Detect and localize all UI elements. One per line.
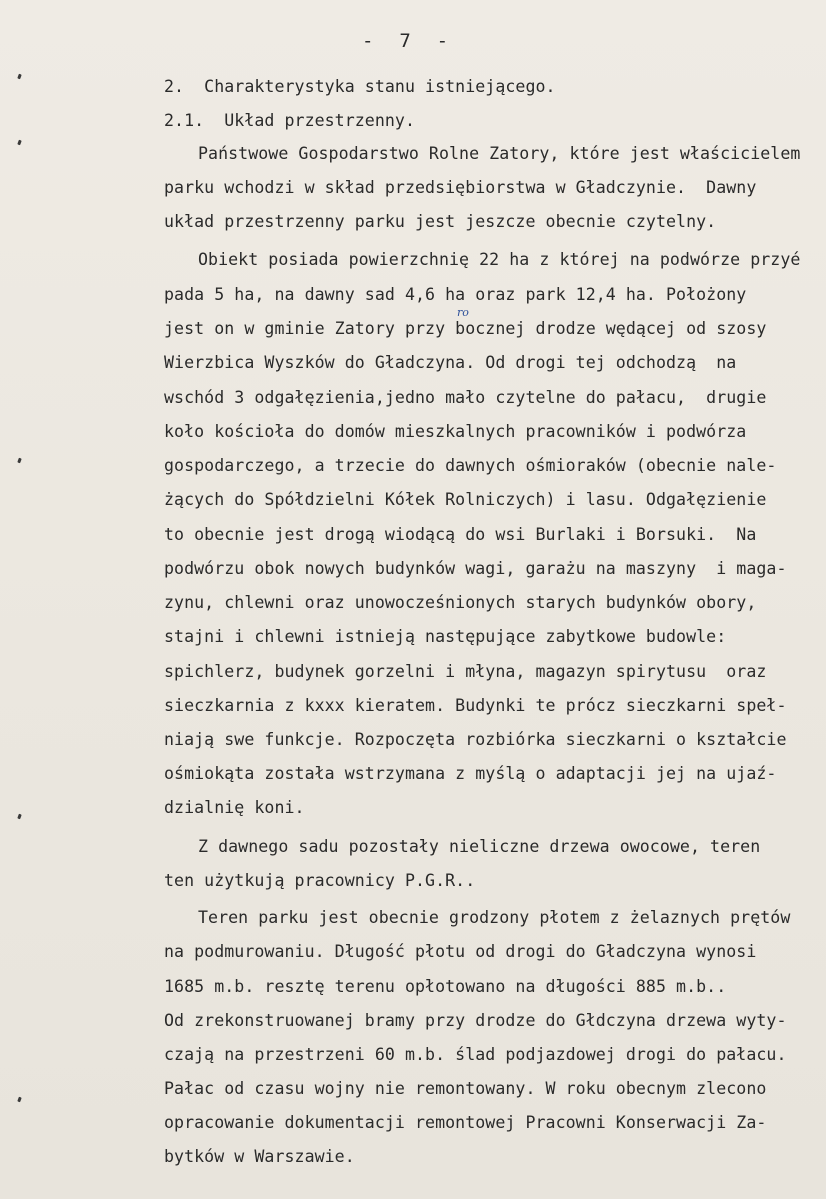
margin-mark: [17, 140, 22, 146]
margin-mark: [17, 814, 22, 820]
text-line: Pałac od czasu wojny nie remontowany. W roku obecnym zlecono: [164, 1079, 767, 1098]
text-line: czają na przestrzeni 60 m.b. ślad podjazdowej drogi do pałacu.: [164, 1045, 787, 1064]
text-line: opracowanie dokumentacji remontowej Pracowni Konserwacji Za-: [164, 1113, 767, 1132]
text-line: parku wchodzi w skład przedsiębiorstwa w Gładczynie. Dawny: [164, 178, 757, 197]
section-heading: 2. Charakterystyka stanu istniejącego.: [164, 77, 556, 96]
margin-mark: [17, 458, 22, 464]
text-line: spichlerz, budynek gorzelni i młyna, magazyn spirytusu oraz: [164, 662, 767, 681]
text-line: Teren parku jest obecnie grodzony płotem z żelaznych prętów: [198, 908, 791, 927]
text-line: Od zrekonstruowanej bramy przy drodze do Głdczyna drzewa wyty-: [164, 1011, 787, 1030]
text-line: wschód 3 odgałęzienia,jedno mało czytelne do pałacu, drugie: [164, 388, 767, 407]
page-number: - 7 -: [362, 30, 450, 52]
text-line: Państwowe Gospodarstwo Rolne Zatory, które jest właścicielem: [198, 144, 801, 163]
text-line: stajni i chlewni istnieją następujące zabytkowe budowle:: [164, 627, 727, 646]
text-line: podwórzu obok nowych budynków wagi, garażu na maszyny i maga-: [164, 559, 787, 578]
text-line: to obecnie jest drogą wiodącą do wsi Burlaki i Borsuki. Na: [164, 525, 757, 544]
text-line: zynu, chlewni oraz unowocześnionych starych budynków obory,: [164, 593, 757, 612]
text-line: Wierzbica Wyszków do Gładczyna. Od drogi tej odchodzą na: [164, 353, 737, 372]
text-line: ośmiokąta została wstrzymana z myślą o adaptacji jej na ujaź-: [164, 764, 777, 783]
text-line: układ przestrzenny parku jest jeszcze obecnie czytelny.: [164, 212, 717, 231]
text-line: żących do Spółdzielni Kółek Rolniczych) i lasu. Odgałęzienie: [164, 490, 767, 509]
text-line: sieczkarnia z kxxx kieratem. Budynki te prócz sieczkarni speł-: [164, 696, 787, 715]
text-line: koło kościoła do domów mieszkalnych pracowników i podwórza: [164, 422, 747, 441]
text-line: gospodarczego, a trzecie do dawnych ośmioraków (obecnie nale-: [164, 456, 777, 475]
text-line: ten użytkują pracownicy P.G.R..: [164, 871, 476, 890]
margin-mark: [17, 1097, 22, 1103]
subsection-heading: 2.1. Układ przestrzenny.: [164, 111, 416, 130]
text-line: jest on w gminie Zatory przy bocznej drodze wędącej od szosy: [164, 319, 767, 338]
text-line: Z dawnego sadu pozostały nieliczne drzewa owocowe, teren: [198, 837, 761, 856]
text-line: bytków w Warszawie.: [164, 1147, 355, 1166]
handwritten-correction: ro: [457, 306, 469, 319]
text-line: Obiekt posiada powierzchnię 22 ha z której na podwórze przyé: [198, 250, 801, 269]
margin-mark: [17, 74, 22, 80]
text-line: pada 5 ha, na dawny sad 4,6 ha oraz park 12,4 ha. Położony: [164, 285, 747, 304]
text-line: dzialnię koni.: [164, 798, 305, 817]
text-line: 1685 m.b. resztę terenu opłotowano na długości 885 m.b..: [164, 977, 727, 996]
text-line: niają swe funkcje. Rozpoczęta rozbiórka sieczkarni o kształcie: [164, 730, 787, 749]
text-line: na podmurowaniu. Długość płotu od drogi do Gładczyna wynosi: [164, 942, 757, 961]
